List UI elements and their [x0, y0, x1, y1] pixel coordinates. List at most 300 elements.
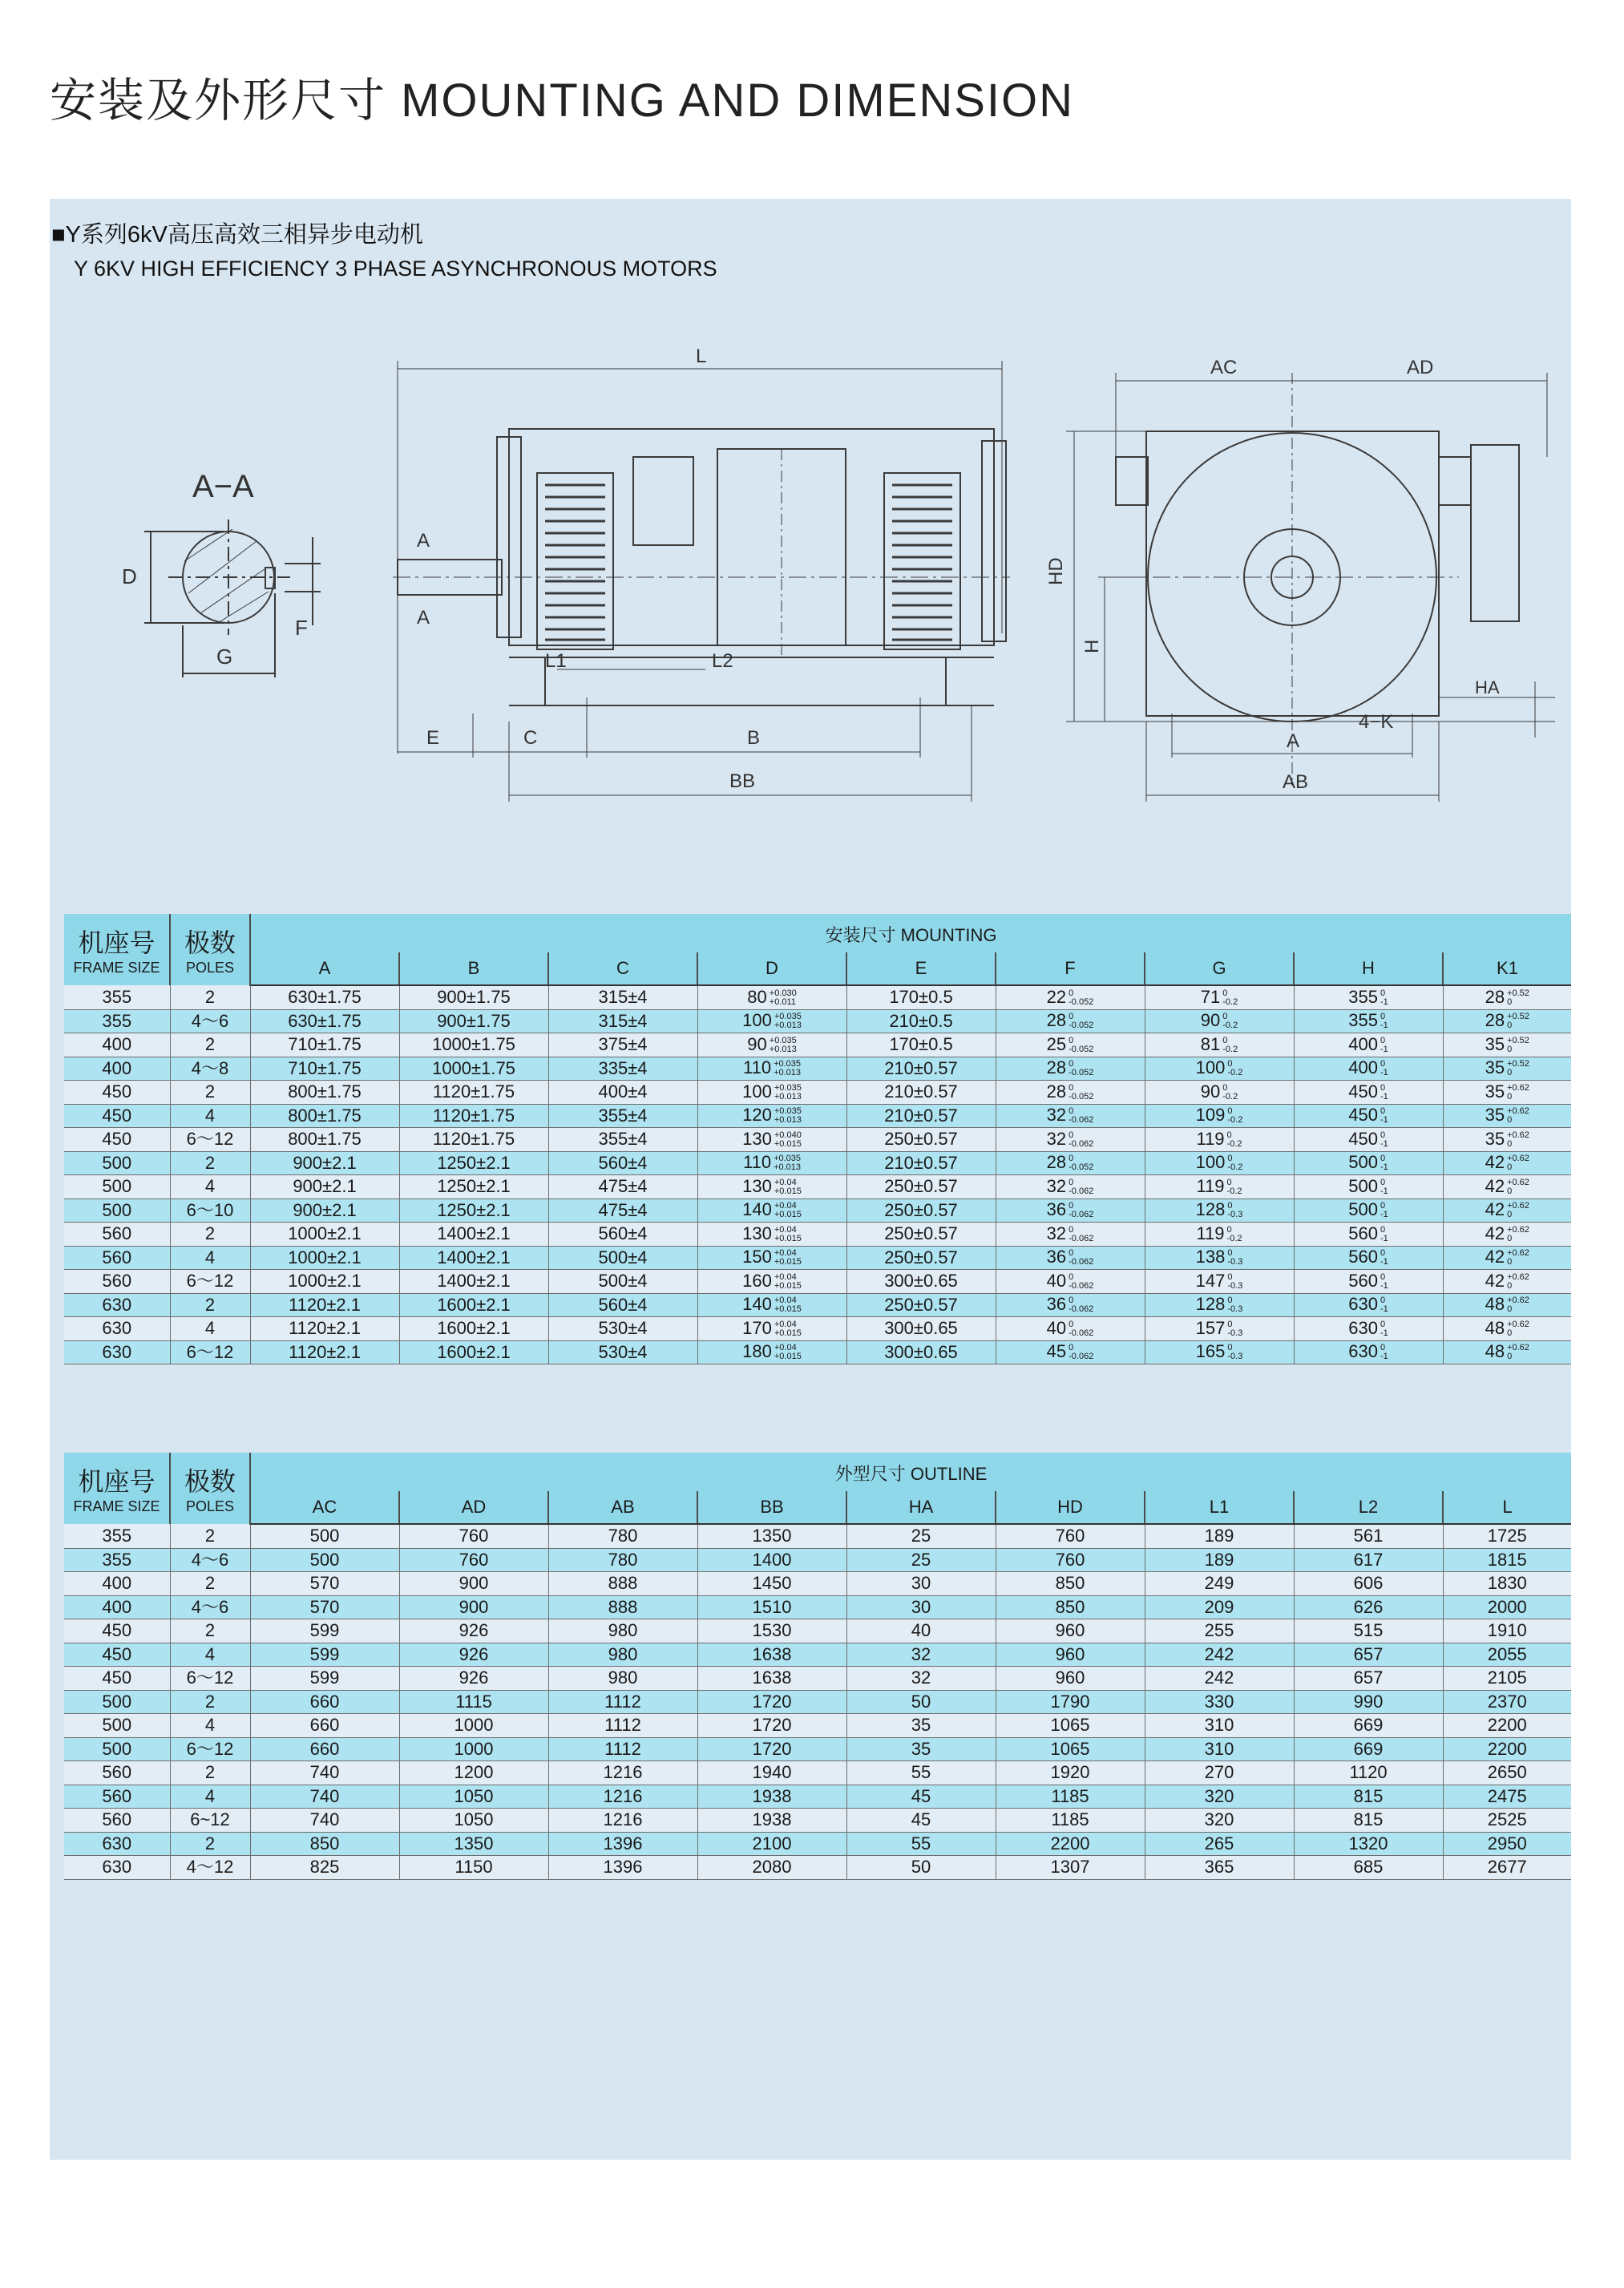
cell-b: 1120±1.75 [399, 1128, 548, 1152]
cell-frame: 500 [64, 1175, 170, 1199]
cell-l1: 255 [1145, 1619, 1294, 1643]
cell-d: 140 +0.04 +0.015 [697, 1293, 846, 1317]
cell-ac: 740 [250, 1785, 399, 1809]
cell-l: 1830 [1443, 1572, 1571, 1596]
table-row [64, 1667, 1571, 1691]
tolerance: +0.52 0 [1507, 988, 1529, 1007]
cell-c: 355±4 [548, 1104, 697, 1128]
cell-l: 2677 [1443, 1856, 1571, 1880]
cell-frame: 500 [64, 1690, 170, 1714]
cell-d: 130 +0.04 +0.015 [697, 1223, 846, 1247]
cell-l: 2105 [1443, 1667, 1571, 1691]
cell-ha: 35 [846, 1737, 996, 1761]
cell-frame: 450 [64, 1128, 170, 1152]
cell-poles: 2 [170, 1081, 250, 1105]
cell-f: 32 0 -0.062 [996, 1128, 1145, 1152]
cell-b: 1120±1.75 [399, 1081, 548, 1105]
poles-header: 极数 POLES [170, 914, 250, 985]
cell-ab: 980 [548, 1643, 697, 1667]
outline-group-title: 外型尺寸 OUTLINE [834, 1464, 988, 1484]
cell-bb: 1638 [697, 1667, 846, 1691]
cell-hd: 1185 [996, 1785, 1145, 1809]
cell-f: 22 0 -0.052 [996, 985, 1145, 1009]
column-header-l: L [1443, 1491, 1571, 1524]
cell-poles: 6~12 [170, 1809, 250, 1833]
cell-l2: 606 [1294, 1572, 1443, 1596]
cell-ha: 45 [846, 1785, 996, 1809]
cell-ha: 30 [846, 1572, 996, 1596]
cell-h: 560 0 -1 [1294, 1223, 1443, 1247]
cell-bb: 1940 [697, 1761, 846, 1785]
tolerance: 0 -1 [1380, 1082, 1388, 1102]
cell-a: 630±1.75 [250, 1009, 399, 1033]
tolerance: +0.035 +0.013 [774, 1059, 802, 1078]
cell-poles: 2 [170, 1572, 250, 1596]
cell-k1: 48 +0.62 0 [1443, 1340, 1571, 1364]
tolerance: 0 -0.3 [1227, 1271, 1243, 1291]
cell-b: 900±1.75 [399, 985, 548, 1009]
tolerance: +0.04 +0.015 [774, 1248, 802, 1267]
cell-h: 400 0 -1 [1294, 1033, 1443, 1057]
table-row [64, 1057, 1571, 1081]
cell-k1: 48 +0.62 0 [1443, 1293, 1571, 1317]
cell-bb: 1530 [697, 1619, 846, 1643]
column-header-l2: L2 [1294, 1491, 1443, 1524]
cell-bb: 2100 [697, 1832, 846, 1856]
cell-l2: 657 [1294, 1643, 1443, 1667]
label-BB: BB [729, 770, 756, 792]
cell-c: 475±4 [548, 1199, 697, 1223]
cell-frame: 450 [64, 1667, 170, 1691]
cell-c: 500±4 [548, 1246, 697, 1270]
tolerance: 0 -0.062 [1069, 1130, 1094, 1149]
table-row [64, 1595, 1571, 1619]
tolerance: 0 -0.062 [1069, 1177, 1094, 1196]
cell-k1: 42 +0.62 0 [1443, 1175, 1571, 1199]
cell-g: 100 0 -0.2 [1145, 1057, 1294, 1081]
tolerance: +0.52 0 [1507, 1035, 1529, 1054]
cell-poles: 2 [170, 1690, 250, 1714]
tolerance: +0.62 0 [1507, 1130, 1529, 1149]
cell-k1: 42 +0.62 0 [1443, 1151, 1571, 1175]
cell-g: 165 0 -0.3 [1145, 1340, 1294, 1364]
tolerance: +0.62 0 [1507, 1271, 1529, 1291]
cell-ac: 740 [250, 1809, 399, 1833]
cell-f: 28 0 -0.052 [996, 1057, 1145, 1081]
cell-ad: 900 [399, 1595, 548, 1619]
cell-hd: 850 [996, 1595, 1145, 1619]
column-header-ad: AD [399, 1491, 548, 1524]
tolerance: 0 -0.2 [1227, 1106, 1243, 1126]
cell-l: 2055 [1443, 1643, 1571, 1667]
cell-a: 1120±2.1 [250, 1340, 399, 1364]
cell-l2: 990 [1294, 1690, 1443, 1714]
cell-c: 375±4 [548, 1033, 697, 1057]
cell-ab: 1112 [548, 1690, 697, 1714]
cell-l1: 249 [1145, 1572, 1294, 1596]
cell-c: 500±4 [548, 1270, 697, 1294]
cell-h: 400 0 -1 [1294, 1057, 1443, 1081]
cell-ad: 1200 [399, 1761, 548, 1785]
cell-g: 147 0 -0.3 [1145, 1270, 1294, 1294]
tolerance: +0.62 0 [1507, 1106, 1529, 1126]
tolerance: +0.04 +0.015 [774, 1224, 802, 1243]
label-HA: HA [1475, 677, 1500, 697]
cell-b: 1120±1.75 [399, 1104, 548, 1128]
cell-ha: 55 [846, 1761, 996, 1785]
tolerance: +0.62 0 [1507, 1319, 1529, 1338]
table-row [64, 1809, 1571, 1833]
cell-poles: 6～12 [170, 1340, 250, 1364]
tolerance: +0.52 0 [1507, 1059, 1529, 1078]
tolerance: 0 -0.2 [1222, 1012, 1238, 1031]
cell-c: 315±4 [548, 1009, 697, 1033]
table-row [64, 985, 1571, 1009]
shaft-section-view [122, 469, 321, 677]
cell-e: 210±0.57 [846, 1104, 996, 1128]
cell-l: 2950 [1443, 1832, 1571, 1856]
cell-h: 450 0 -1 [1294, 1081, 1443, 1105]
cell-e: 250±0.57 [846, 1246, 996, 1270]
cell-l: 2200 [1443, 1737, 1571, 1761]
cell-poles: 2 [170, 1223, 250, 1247]
label-B: B [747, 727, 761, 749]
cell-f: 28 0 -0.052 [996, 1009, 1145, 1033]
cell-ab: 1396 [548, 1832, 697, 1856]
cell-k1: 42 +0.62 0 [1443, 1270, 1571, 1294]
tolerance: 0 -1 [1380, 1271, 1388, 1291]
table-row [64, 1785, 1571, 1809]
cell-poles: 4 [170, 1785, 250, 1809]
cell-d: 110 +0.035 +0.013 [697, 1151, 846, 1175]
tolerance: 0 -1 [1380, 1343, 1388, 1362]
cell-c: 560±4 [548, 1293, 697, 1317]
cell-d: 150 +0.04 +0.015 [697, 1246, 846, 1270]
cell-poles: 6～12 [170, 1270, 250, 1294]
cell-poles: 4 [170, 1104, 250, 1128]
cell-bb: 1720 [697, 1737, 846, 1761]
label-E: E [426, 727, 440, 749]
cell-f: 28 0 -0.052 [996, 1081, 1145, 1105]
cell-hd: 850 [996, 1572, 1145, 1596]
cell-poles: 4～12 [170, 1856, 250, 1880]
cell-hd: 1185 [996, 1809, 1145, 1833]
cell-poles: 4 [170, 1246, 250, 1270]
cell-d: 100 +0.035 +0.013 [697, 1081, 846, 1105]
table-row [64, 1856, 1571, 1880]
cell-hd: 960 [996, 1667, 1145, 1691]
cell-g: 119 0 -0.2 [1145, 1175, 1294, 1199]
cell-ac: 500 [250, 1524, 399, 1548]
cell-hd: 1065 [996, 1737, 1145, 1761]
cell-frame: 400 [64, 1572, 170, 1596]
label-AB: AB [1283, 771, 1309, 793]
cell-ha: 32 [846, 1667, 996, 1691]
cell-ac: 599 [250, 1643, 399, 1667]
cell-e: 300±0.65 [846, 1270, 996, 1294]
cell-ha: 25 [846, 1548, 996, 1572]
cell-bb: 1450 [697, 1572, 846, 1596]
cell-ha: 45 [846, 1809, 996, 1833]
cell-f: 45 0 -0.062 [996, 1340, 1145, 1364]
column-header-f: F [996, 952, 1145, 985]
tolerance: 0 -0.052 [1069, 1035, 1094, 1054]
tolerance: 0 -1 [1380, 1130, 1388, 1149]
cell-b: 1000±1.75 [399, 1057, 548, 1081]
cell-ac: 599 [250, 1667, 399, 1691]
table-row [64, 1737, 1571, 1761]
label-L: L [696, 346, 707, 367]
table-row [64, 1151, 1571, 1175]
cell-frame: 355 [64, 1009, 170, 1033]
cell-d: 170 +0.04 +0.015 [697, 1317, 846, 1341]
cell-frame: 630 [64, 1317, 170, 1341]
cell-l1: 189 [1145, 1524, 1294, 1548]
tolerance: 0 -1 [1380, 1154, 1388, 1173]
cell-l1: 320 [1145, 1785, 1294, 1809]
cell-l1: 310 [1145, 1714, 1294, 1738]
cell-k1: 42 +0.62 0 [1443, 1246, 1571, 1270]
tolerance: 0 -0.052 [1069, 1059, 1094, 1078]
tolerance: 0 -1 [1380, 1177, 1388, 1196]
tolerance: 0 -0.062 [1069, 1106, 1094, 1126]
label-A-bottom: A [417, 607, 430, 629]
tolerance: +0.035 +0.013 [774, 1082, 802, 1102]
cell-b: 1600±2.1 [399, 1317, 548, 1341]
cell-k1: 35 +0.52 0 [1443, 1033, 1571, 1057]
table-row [64, 1223, 1571, 1247]
cell-f: 36 0 -0.062 [996, 1246, 1145, 1270]
cell-e: 210±0.57 [846, 1057, 996, 1081]
table-row [64, 1548, 1571, 1572]
cell-l1: 242 [1145, 1643, 1294, 1667]
table-row [64, 1009, 1571, 1033]
column-header-ab: AB [548, 1491, 697, 1524]
label-D: D [122, 564, 137, 588]
tolerance: 0 -0.3 [1227, 1248, 1243, 1267]
table-row [64, 1643, 1571, 1667]
cell-frame: 500 [64, 1151, 170, 1175]
mounting-group-title: 安装尺寸 MOUNTING [825, 925, 997, 945]
cell-poles: 2 [170, 1761, 250, 1785]
cell-l: 1910 [1443, 1619, 1571, 1643]
cell-ad: 1115 [399, 1690, 548, 1714]
section-title-en: Y 6KV HIGH EFFICIENCY 3 PHASE ASYNCHRONOUS MOTORS [74, 257, 717, 281]
column-header-ha: HA [846, 1491, 996, 1524]
label-A-top: A [417, 530, 430, 552]
cell-a: 800±1.75 [250, 1128, 399, 1152]
tolerance: 0 -0.062 [1069, 1319, 1094, 1338]
column-header-bb: BB [697, 1491, 846, 1524]
label-G: G [216, 645, 233, 669]
cell-poles: 2 [170, 1832, 250, 1856]
cell-c: 355±4 [548, 1128, 697, 1152]
cell-ac: 570 [250, 1572, 399, 1596]
cell-h: 500 0 -1 [1294, 1199, 1443, 1223]
cell-a: 710±1.75 [250, 1033, 399, 1057]
tolerance: +0.62 0 [1507, 1343, 1529, 1362]
cell-a: 1000±2.1 [250, 1270, 399, 1294]
cell-frame: 450 [64, 1081, 170, 1105]
cell-poles: 2 [170, 985, 250, 1009]
cell-ac: 660 [250, 1737, 399, 1761]
cell-frame: 400 [64, 1595, 170, 1619]
tolerance: +0.62 0 [1507, 1082, 1529, 1102]
label-L1: L1 [545, 650, 567, 672]
cell-ad: 926 [399, 1619, 548, 1643]
table-row [64, 1761, 1571, 1785]
cell-ab: 780 [548, 1548, 697, 1572]
cell-ad: 760 [399, 1548, 548, 1572]
cell-h: 450 0 -1 [1294, 1128, 1443, 1152]
tolerance: 0 -0.2 [1222, 988, 1238, 1007]
cell-frame: 450 [64, 1619, 170, 1643]
cell-l2: 1120 [1294, 1761, 1443, 1785]
cell-ad: 926 [399, 1643, 548, 1667]
motor-side-view [393, 346, 1010, 802]
cell-d: 110 +0.035 +0.013 [697, 1057, 846, 1081]
cell-bb: 1938 [697, 1785, 846, 1809]
cell-a: 1000±2.1 [250, 1246, 399, 1270]
cell-frame: 355 [64, 1524, 170, 1548]
cell-frame: 560 [64, 1270, 170, 1294]
cell-b: 1250±2.1 [399, 1175, 548, 1199]
tolerance: +0.035 +0.013 [769, 1035, 797, 1054]
cell-ac: 660 [250, 1690, 399, 1714]
cell-l: 2525 [1443, 1809, 1571, 1833]
tolerance: 0 -1 [1380, 1248, 1388, 1267]
column-header-b: B [399, 952, 548, 985]
column-header-ac: AC [250, 1491, 399, 1524]
section-title-cn: ■Y系列6kV高压高效三相异步电动机 [51, 222, 423, 248]
tolerance: +0.04 +0.015 [774, 1271, 802, 1291]
tolerance: 0 -1 [1380, 1059, 1388, 1078]
tolerance: 0 -0.3 [1227, 1319, 1243, 1338]
cell-ac: 599 [250, 1619, 399, 1643]
tolerance: +0.62 0 [1507, 1154, 1529, 1173]
tolerance: +0.04 +0.015 [774, 1343, 802, 1362]
column-header-l1: L1 [1145, 1491, 1294, 1524]
cell-frame: 355 [64, 985, 170, 1009]
cell-f: 32 0 -0.062 [996, 1223, 1145, 1247]
cell-hd: 1920 [996, 1761, 1145, 1785]
cell-f: 36 0 -0.062 [996, 1293, 1145, 1317]
cell-l2: 815 [1294, 1809, 1443, 1833]
tolerance: 0 -0.062 [1069, 1343, 1094, 1362]
cell-d: 100 +0.035 +0.013 [697, 1009, 846, 1033]
cell-ac: 825 [250, 1856, 399, 1880]
cell-l: 2000 [1443, 1595, 1571, 1619]
tolerance: +0.62 0 [1507, 1224, 1529, 1243]
cell-e: 300±0.65 [846, 1340, 996, 1364]
cell-k1: 28 +0.52 0 [1443, 1009, 1571, 1033]
table-row [64, 1128, 1571, 1152]
cell-ha: 50 [846, 1856, 996, 1880]
tolerance: 0 -1 [1380, 988, 1388, 1007]
cell-l: 2200 [1443, 1714, 1571, 1738]
table-row [64, 1572, 1571, 1596]
cell-h: 560 0 -1 [1294, 1270, 1443, 1294]
cell-g: 157 0 -0.3 [1145, 1317, 1294, 1341]
cell-a: 900±2.1 [250, 1199, 399, 1223]
cell-bb: 1720 [697, 1714, 846, 1738]
cell-poles: 6～12 [170, 1737, 250, 1761]
cell-ab: 1112 [548, 1737, 697, 1761]
tolerance: +0.035 +0.013 [774, 1154, 802, 1173]
cell-e: 210±0.57 [846, 1081, 996, 1105]
cell-bb: 1350 [697, 1524, 846, 1548]
cell-ad: 1050 [399, 1785, 548, 1809]
tolerance: 0 -0.052 [1069, 988, 1094, 1007]
column-header-g: G [1145, 952, 1294, 985]
cell-g: 109 0 -0.2 [1145, 1104, 1294, 1128]
label-C: C [523, 727, 538, 749]
motor-dimension-drawing [80, 337, 1555, 834]
cell-f: 32 0 -0.062 [996, 1175, 1145, 1199]
cell-e: 250±0.57 [846, 1199, 996, 1223]
cell-h: 630 0 -1 [1294, 1340, 1443, 1364]
cell-frame: 400 [64, 1057, 170, 1081]
cell-ha: 30 [846, 1595, 996, 1619]
cell-ac: 660 [250, 1714, 399, 1738]
cell-frame: 630 [64, 1856, 170, 1880]
tolerance: 0 -0.3 [1227, 1201, 1243, 1220]
cell-h: 560 0 -1 [1294, 1246, 1443, 1270]
cell-ab: 1112 [548, 1714, 697, 1738]
cell-k1: 28 +0.52 0 [1443, 985, 1571, 1009]
cell-frame: 400 [64, 1033, 170, 1057]
cell-h: 355 0 -1 [1294, 1009, 1443, 1033]
cell-l: 2475 [1443, 1785, 1571, 1809]
cell-poles: 4～6 [170, 1548, 250, 1572]
cell-frame: 500 [64, 1737, 170, 1761]
cell-e: 210±0.57 [846, 1151, 996, 1175]
cell-bb: 2080 [697, 1856, 846, 1880]
cell-g: 119 0 -0.2 [1145, 1223, 1294, 1247]
frame-size-header: 机座号 FRAME SIZE [64, 1453, 170, 1524]
cell-e: 170±0.5 [846, 1033, 996, 1057]
cell-c: 530±4 [548, 1317, 697, 1341]
tolerance: +0.62 0 [1507, 1201, 1529, 1220]
cell-b: 1250±2.1 [399, 1151, 548, 1175]
cell-k1: 42 +0.62 0 [1443, 1199, 1571, 1223]
cell-f: 40 0 -0.062 [996, 1270, 1145, 1294]
tolerance: 0 -0.062 [1069, 1248, 1094, 1267]
cell-bb: 1400 [697, 1548, 846, 1572]
column-header-h: H [1294, 952, 1443, 985]
cell-bb: 1938 [697, 1809, 846, 1833]
cell-l1: 320 [1145, 1809, 1294, 1833]
table-row [64, 1104, 1571, 1128]
cell-l: 2370 [1443, 1690, 1571, 1714]
tolerance: 0 -0.2 [1222, 1035, 1238, 1054]
cell-poles: 6～12 [170, 1667, 250, 1691]
cell-ha: 32 [846, 1643, 996, 1667]
cell-l2: 657 [1294, 1667, 1443, 1691]
cell-ad: 1350 [399, 1832, 548, 1856]
cell-f: 40 0 -0.062 [996, 1317, 1145, 1341]
label-F: F [295, 616, 308, 640]
cell-frame: 560 [64, 1785, 170, 1809]
table-row [64, 1081, 1571, 1105]
cell-b: 1400±2.1 [399, 1246, 548, 1270]
cell-ab: 1216 [548, 1785, 697, 1809]
cell-ad: 1000 [399, 1714, 548, 1738]
tolerance: 0 -1 [1380, 1319, 1388, 1338]
cell-hd: 1790 [996, 1690, 1145, 1714]
cell-g: 90 0 -0.2 [1145, 1009, 1294, 1033]
cell-d: 180 +0.04 +0.015 [697, 1340, 846, 1364]
